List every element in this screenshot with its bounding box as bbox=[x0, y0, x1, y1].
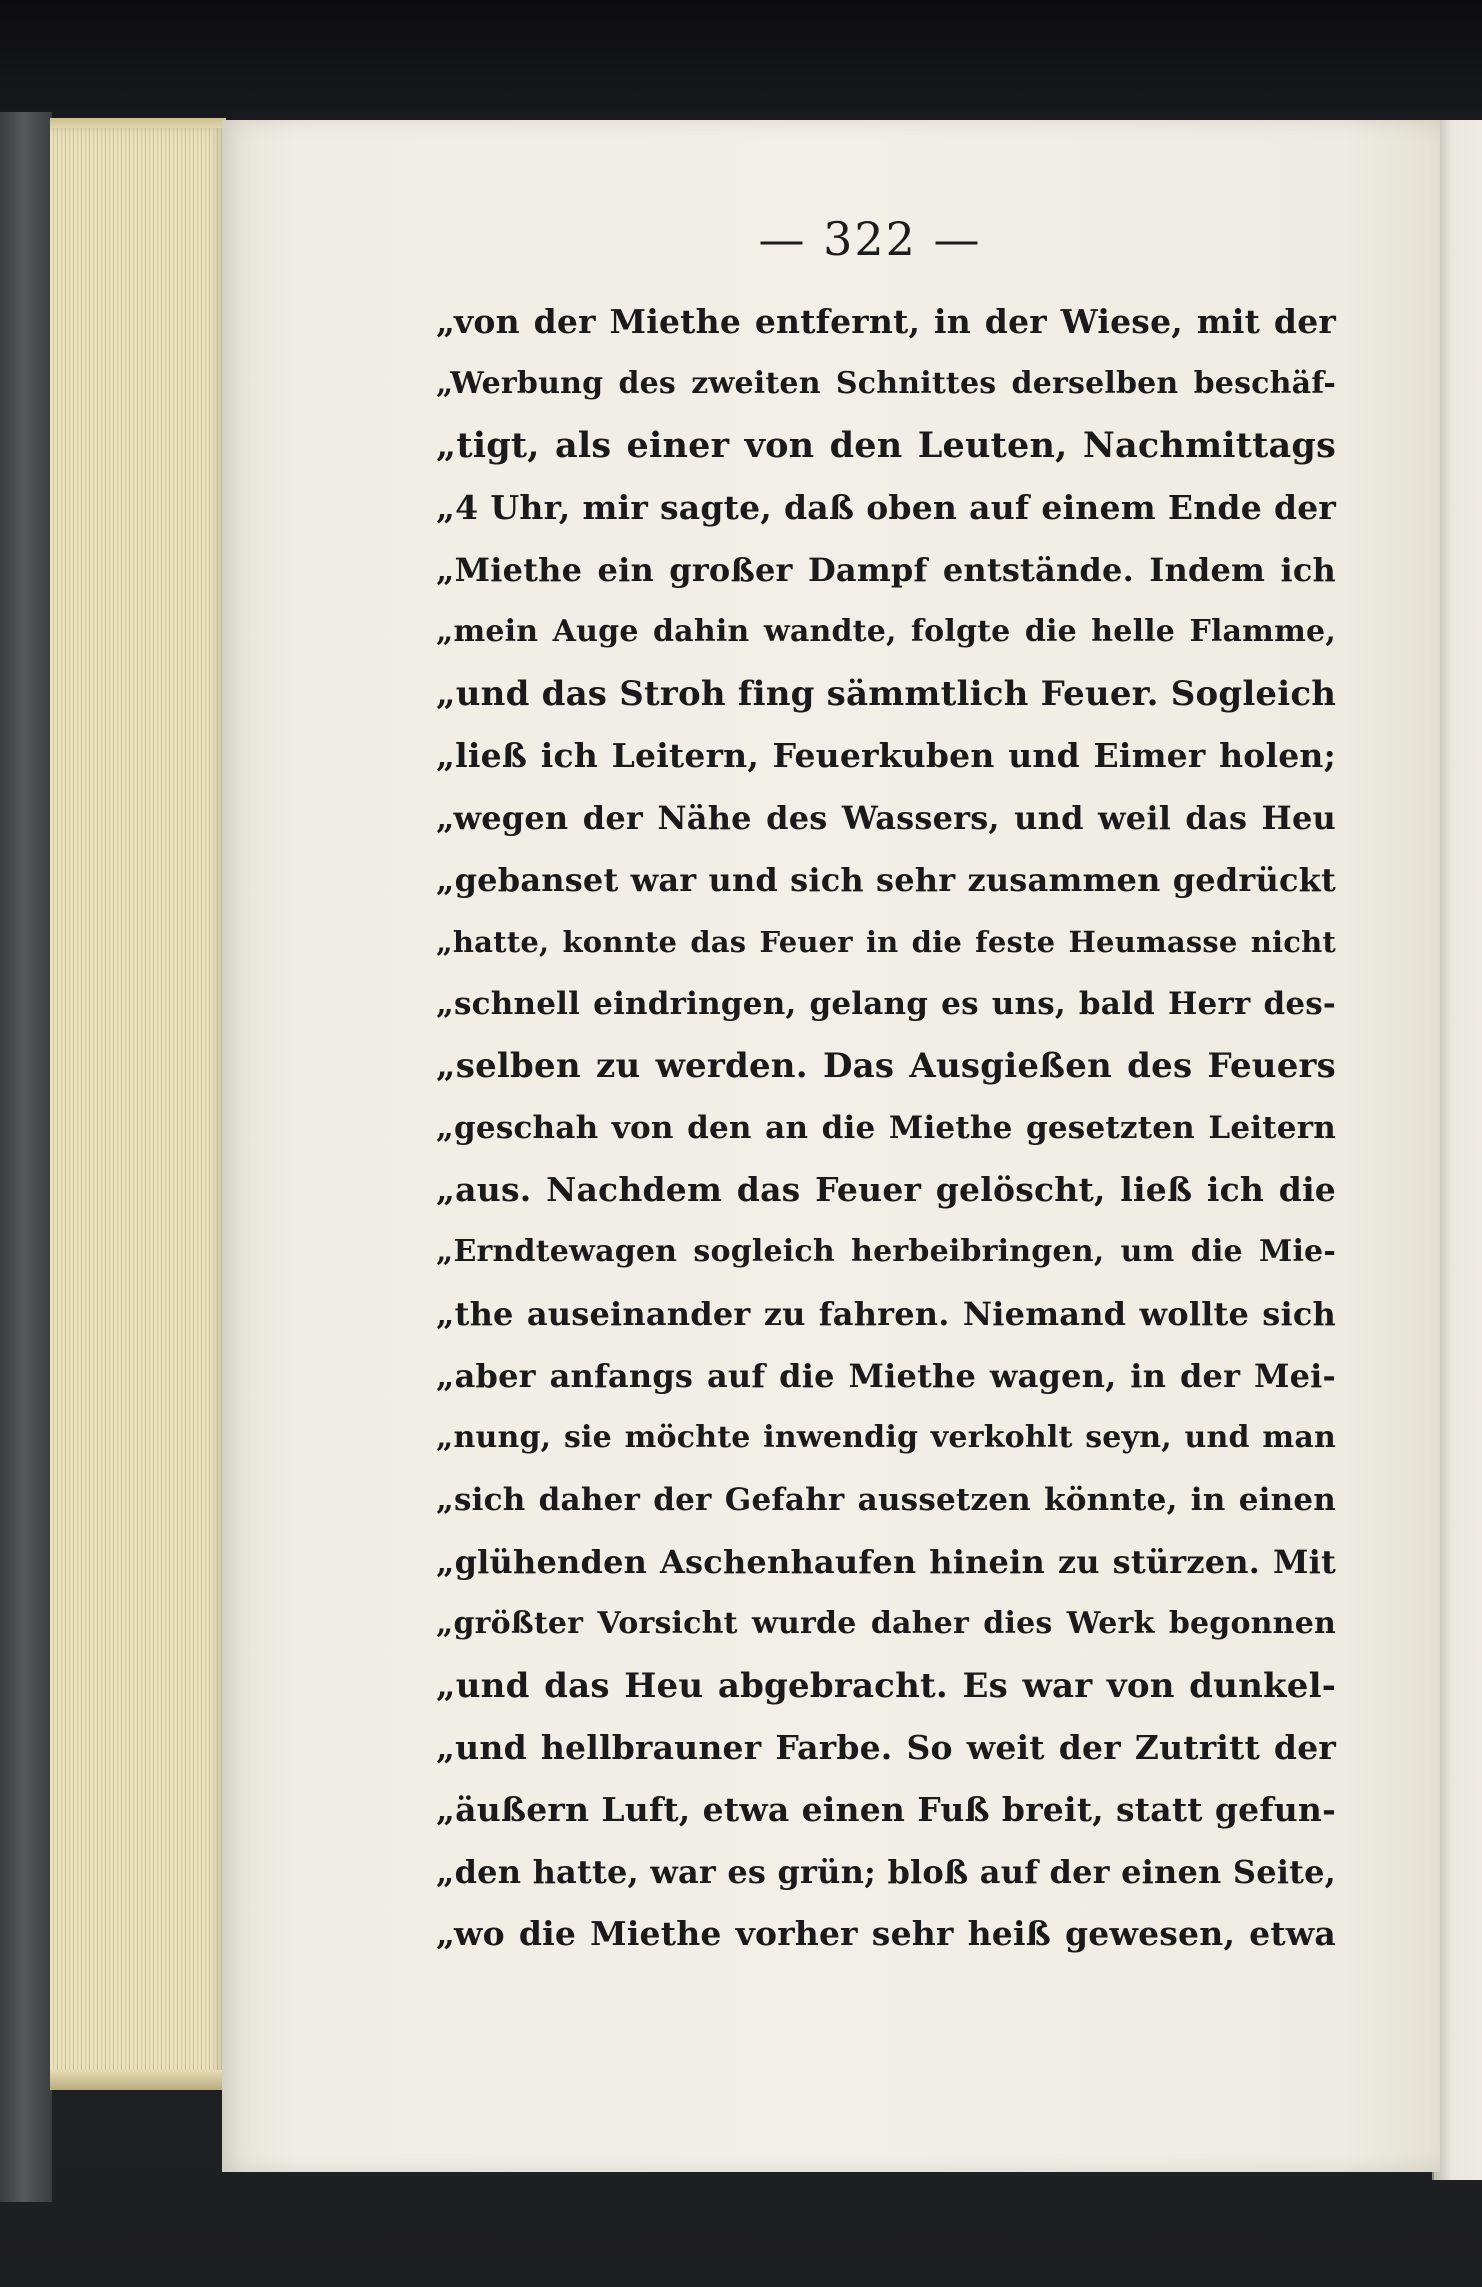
text-line: „gebanset war und sich sehr zusammen gedrückt bbox=[436, 861, 1336, 899]
text-line: „und das Heu abgebracht. Es war von dunkel- bbox=[436, 1666, 1336, 1706]
text-line: „the auseinander zu fahren. Niemand wollte sich bbox=[436, 1295, 1336, 1333]
text-line: „Werbung des zweiten Schnittes derselben beschäf- bbox=[436, 366, 1336, 401]
text-line: „sich daher der Gefahr aussetzen könnte, in einen bbox=[436, 1482, 1336, 1518]
text-line: „äußern Luft, etwa einen Fuß breit, statt gefun- bbox=[436, 1790, 1336, 1829]
text-line: „nung, sie möchte inwendig verkohlt seyn, und man bbox=[436, 1420, 1336, 1455]
text-line: „selben zu werden. Das Ausgießen des Feuers bbox=[436, 1046, 1336, 1086]
text-line: „geschah von den an die Miethe gesetzten Leitern bbox=[436, 1110, 1336, 1146]
text-line: „mein Auge dahin wandte, folgte die helle Flamme, bbox=[436, 614, 1336, 649]
text-line: „wo die Miethe vorher sehr heiß gewesen, etwa bbox=[436, 1914, 1336, 1953]
text-line: „aus. Nachdem das Feuer gelöscht, ließ ich die bbox=[436, 1170, 1336, 1209]
page-stack-bottom bbox=[50, 2070, 226, 2090]
text-line: „und hellbrauner Farbe. So weit der Zutritt der bbox=[436, 1728, 1336, 1767]
text-line: „Miethe ein großer Dampf entstände. Indem ich bbox=[436, 551, 1336, 589]
text-line: „Erndtewagen sogleich herbeibringen, um die Mie- bbox=[436, 1234, 1336, 1269]
text-line: „größter Vorsicht wurde daher dies Werk begonnen bbox=[436, 1606, 1336, 1641]
body-text bbox=[436, 292, 1336, 1992]
page-stack-edges bbox=[50, 128, 226, 2078]
text-line: „und das Stroh fing sämmtlich Feuer. Sogleich bbox=[436, 674, 1337, 714]
text-line: „schnell eindringen, gelang es uns, bald Herr des- bbox=[436, 986, 1336, 1022]
text-line: „wegen der Nähe des Wassers, und weil das Heu bbox=[436, 799, 1336, 837]
text-line: „ließ ich Leitern, Feuerkuben und Eimer holen; bbox=[436, 736, 1336, 775]
text-line: „aber anfangs auf die Miethe wagen, in der Mei- bbox=[436, 1357, 1336, 1395]
text-line: „glühenden Aschenhaufen hinein zu stürzen. Mit bbox=[436, 1543, 1336, 1581]
page-number: — 322 — bbox=[758, 212, 982, 266]
text-line: „von der Miethe entfernt, in der Wiese, mit der bbox=[436, 302, 1336, 341]
text-line: „hatte, konnte das Feuer in die feste Heumasse nicht bbox=[436, 925, 1336, 959]
text-line: „tigt, als einer von den Leuten, Nachmittags bbox=[436, 425, 1336, 466]
text-line: „den hatte, war es grün; bloß auf der einen Seite, bbox=[436, 1853, 1336, 1891]
book-cover-edge bbox=[0, 112, 52, 2202]
text-line: „4 Uhr, mir sagte, daß oben auf einem Ende der bbox=[436, 488, 1336, 527]
